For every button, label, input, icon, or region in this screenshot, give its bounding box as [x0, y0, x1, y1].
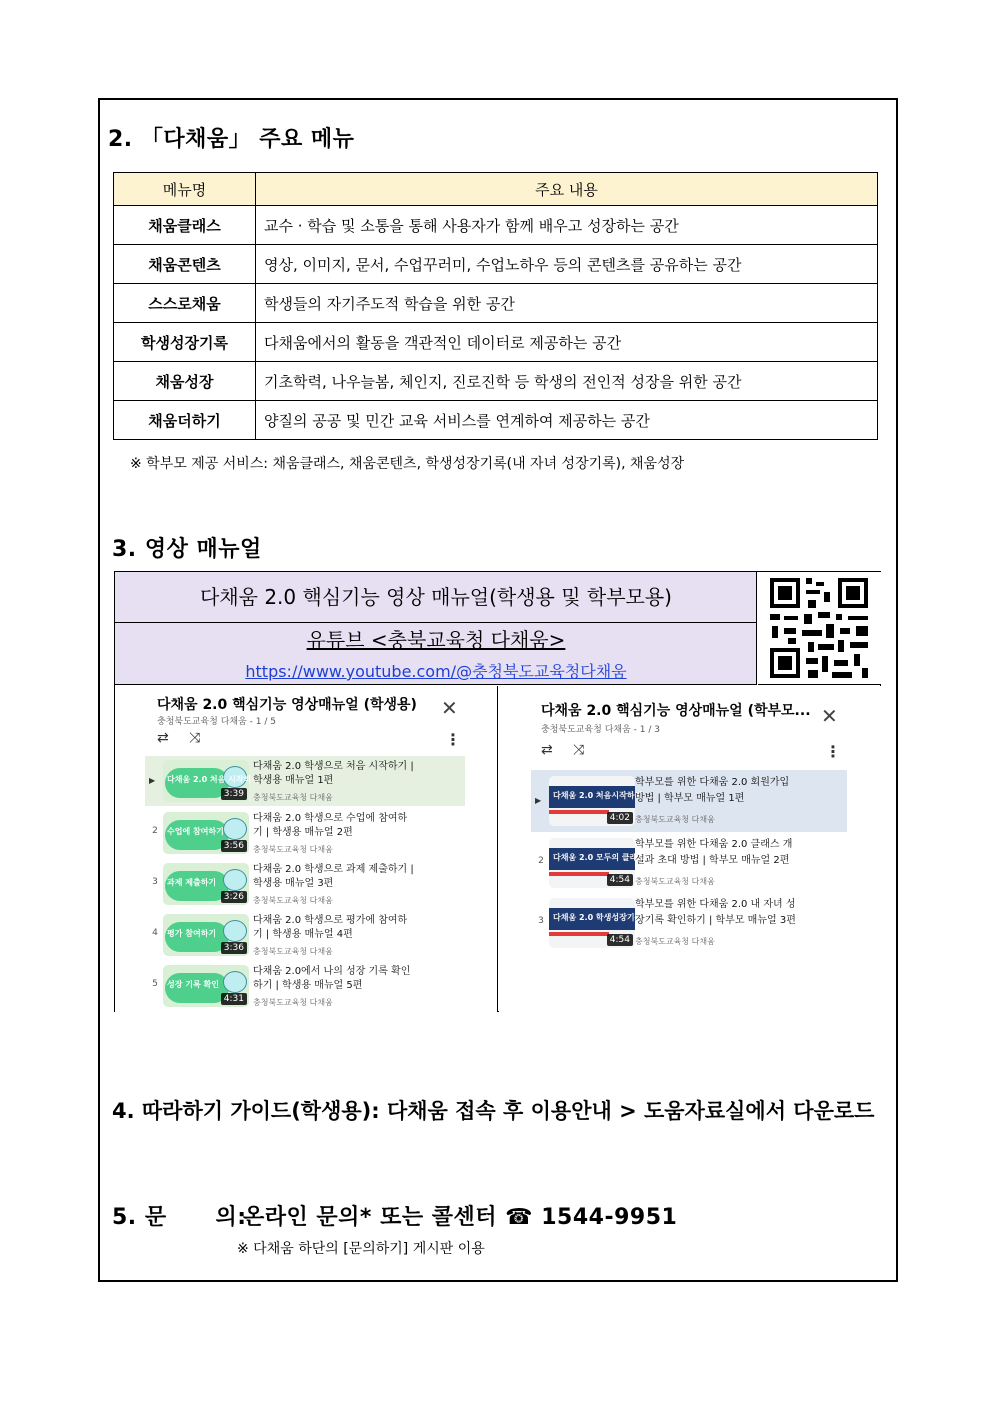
video-channel: 충청북도교육청 다채움 [253, 793, 333, 802]
video-thumbnail: 다채움 2.0 처음시작하기 4:02 [549, 776, 635, 826]
video-duration: 4:54 [607, 934, 633, 946]
video-channel: 충청북도교육청 다채움 [635, 937, 715, 946]
table-row [114, 362, 878, 401]
video-duration: 4:02 [607, 812, 633, 824]
now-playing-icon: ▶ [149, 776, 156, 785]
menu-name: 채움클래스 [114, 206, 256, 245]
qr-code-icon [758, 572, 881, 685]
video-channel: 충청북도교육청 다채움 [635, 877, 715, 886]
video-title-line2: 설과 초대 방법 | 학부모 매뉴얼 2편 [635, 855, 790, 866]
video-duration: 3:26 [221, 891, 247, 903]
section2-heading: 2. 「다채움」 주요 메뉴 [108, 127, 355, 152]
video-index: 5 [152, 979, 158, 989]
menu-table [113, 172, 878, 440]
youtube-url-link[interactable]: https://www.youtube.com/@충청북도교육청다채움 [245, 662, 627, 681]
video-title-line1: 다채움 2.0 학생으로 처음 시작하기 | [253, 761, 414, 772]
video-title-line2: 학생용 매뉴얼 3편 [253, 878, 334, 889]
list-item[interactable] [145, 961, 465, 1011]
table-row [114, 323, 878, 362]
video-thumbnail: 다채움 2.0 처음 시작하기 3:39 [163, 760, 249, 802]
col-header-menu: 메뉴명 [114, 173, 256, 206]
student-playlist-meta: 충청북도교육청 다채움 - 1 / 5 [157, 717, 276, 727]
list-item[interactable] [145, 756, 465, 806]
list-item[interactable] [145, 910, 465, 960]
video-duration: 3:36 [221, 942, 247, 954]
loop-icon[interactable]: ⇄ [157, 730, 169, 746]
video-title-line1: 다채움 2.0 학생으로 수업에 참여하 [253, 813, 408, 824]
menu-desc: 다채움에서의 활동을 객관적인 데이터로 제공하는 공간 [256, 323, 878, 362]
parent-playlist-title: 다채움 2.0 핵심기능 영상매뉴얼 (학부모... [541, 703, 811, 719]
table-row [114, 245, 878, 284]
video-index: 4 [152, 928, 158, 938]
menu-desc: 학생들의 자기주도적 학습을 위한 공간 [256, 284, 878, 323]
video-duration: 3:39 [221, 788, 247, 800]
menu-desc: 기초학력, 나우늘봄, 체인지, 진로진학 등 학생의 전인적 성장을 위한 공간 [256, 362, 878, 401]
video-thumbnail: 수업에 참여하기 3:56 [163, 812, 249, 854]
video-title-line2: 하기 | 학생용 매뉴얼 5편 [253, 980, 363, 991]
shuffle-icon[interactable]: ⤨ [189, 730, 201, 746]
table-row [114, 284, 878, 323]
section3-heading: 3. 영상 매뉴얼 [112, 537, 262, 562]
list-item[interactable] [531, 770, 847, 832]
video-index: 2 [152, 826, 158, 836]
qr-code [758, 572, 881, 685]
video-channel: 충청북도교육청 다채움 [253, 896, 333, 905]
section4-heading: 4. 따라하기 가이드(학생용): 다채움 접속 후 이용안내 > 도움자료실에서 다운로드 [112, 1099, 875, 1123]
video-index: 3 [152, 877, 158, 887]
video-channel: 충청북도교육청 다채움 [635, 815, 715, 824]
menu-desc: 영상, 이미지, 문서, 수업꾸러미, 수업노하우 등의 콘텐츠를 공유하는 공간 [256, 245, 878, 284]
video-title-line1: 학부모를 위한 다채움 2.0 내 자녀 성 [635, 899, 796, 910]
video-channel: 충청북도교육청 다채움 [253, 998, 333, 1007]
student-playlist-title: 다채움 2.0 핵심기능 영상매뉴얼 (학생용) [157, 697, 417, 713]
table-row [114, 401, 878, 440]
video-title-line1: 다채움 2.0에서 나의 성장 기록 확인 [253, 966, 411, 977]
section5-contact: 온라인 문의* 또는 콜센터 ☎ 1544-9951 [243, 1205, 678, 1230]
loop-icon[interactable]: ⇄ [541, 742, 553, 758]
menu-name: 채움콘텐츠 [114, 245, 256, 284]
video-title-line1: 다채움 2.0 학생으로 과제 제출하기 | [253, 864, 414, 875]
more-options-icon[interactable]: ⋮ [825, 742, 841, 761]
close-icon[interactable]: ✕ [821, 704, 838, 728]
video-duration: 4:54 [607, 874, 633, 886]
close-icon[interactable]: ✕ [441, 696, 458, 720]
video-duration: 4:31 [221, 993, 247, 1005]
menu-desc: 교수 · 학습 및 소통을 통해 사용자가 함께 배우고 성장하는 공간 [256, 206, 878, 245]
col-header-content: 주요 내용 [256, 173, 878, 206]
menu-name: 학생성장기록 [114, 323, 256, 362]
more-options-icon[interactable]: ⋮ [445, 730, 461, 749]
list-item[interactable] [531, 834, 847, 892]
parent-playlist-panel [499, 686, 881, 1012]
youtube-channel-label: 유튜브 <충북교육청 다채움> [306, 628, 566, 652]
student-playlist-panel [115, 686, 498, 1012]
video-thumbnail: 다채움 2.0 학생성장기록 4:54 [549, 898, 635, 948]
inquiry-note: ※ 다채움 하단의 [문의하기] 게시판 이용 [237, 1241, 485, 1257]
shuffle-icon[interactable]: ⤨ [573, 742, 585, 758]
parent-playlist-meta: 충청북도교육청 다채움 - 1 / 3 [541, 725, 660, 735]
parent-service-note: ※ 학부모 제공 서비스: 채움클래스, 채움콘텐츠, 학생성장기록(내 자녀 성장기록), 채움성장 [130, 456, 685, 472]
video-channel: 충청북도교육청 다채움 [253, 845, 333, 854]
menu-name: 스스로채움 [114, 284, 256, 323]
video-channel: 충청북도교육청 다채움 [253, 947, 333, 956]
video-title-line2: 기 | 학생용 매뉴얼 4편 [253, 929, 353, 940]
video-manual-header [115, 572, 757, 685]
video-title-line1: 학부모를 위한 다채움 2.0 회원가입 [635, 777, 790, 788]
video-title-line1: 다채움 2.0 학생으로 평가에 참여하 [253, 915, 408, 926]
video-title-line1: 학부모를 위한 다채움 2.0 클래스 개 [635, 839, 793, 850]
menu-name: 채움성장 [114, 362, 256, 401]
video-title-line2: 방법 | 학부모 매뉴얼 1편 [635, 793, 745, 804]
video-index: 3 [538, 916, 544, 926]
menu-name: 채움더하기 [114, 401, 256, 440]
video-manual-title: 다채움 2.0 핵심기능 영상 매뉴얼(학생용 및 학부모용) [115, 572, 757, 623]
list-item[interactable] [145, 808, 465, 858]
list-item[interactable] [145, 859, 465, 909]
video-thumbnail: 다채움 2.0 모두의 클래스 4:54 [549, 838, 635, 888]
video-title-line2: 기 | 학생용 매뉴얼 2편 [253, 827, 353, 838]
video-duration: 3:56 [221, 840, 247, 852]
list-item[interactable] [531, 894, 847, 952]
now-playing-icon: ▶ [535, 796, 542, 805]
video-thumbnail: 평가 참여하기 3:36 [163, 914, 249, 956]
video-title-line2: 학생용 매뉴얼 1편 [253, 775, 334, 786]
video-thumbnail: 성장 기록 확인 4:31 [163, 965, 249, 1007]
menu-desc: 양질의 공공 및 민간 교육 서비스를 연계하여 제공하는 공간 [256, 401, 878, 440]
video-manual-box [114, 571, 881, 1012]
table-row [114, 206, 878, 245]
section5-label: 5. 문 의: [112, 1205, 247, 1230]
video-index: 2 [538, 856, 544, 866]
video-title-line2: 장기록 확인하기 | 학부모 매뉴얼 3편 [635, 915, 796, 926]
video-thumbnail: 과제 제출하기 3:26 [163, 863, 249, 905]
